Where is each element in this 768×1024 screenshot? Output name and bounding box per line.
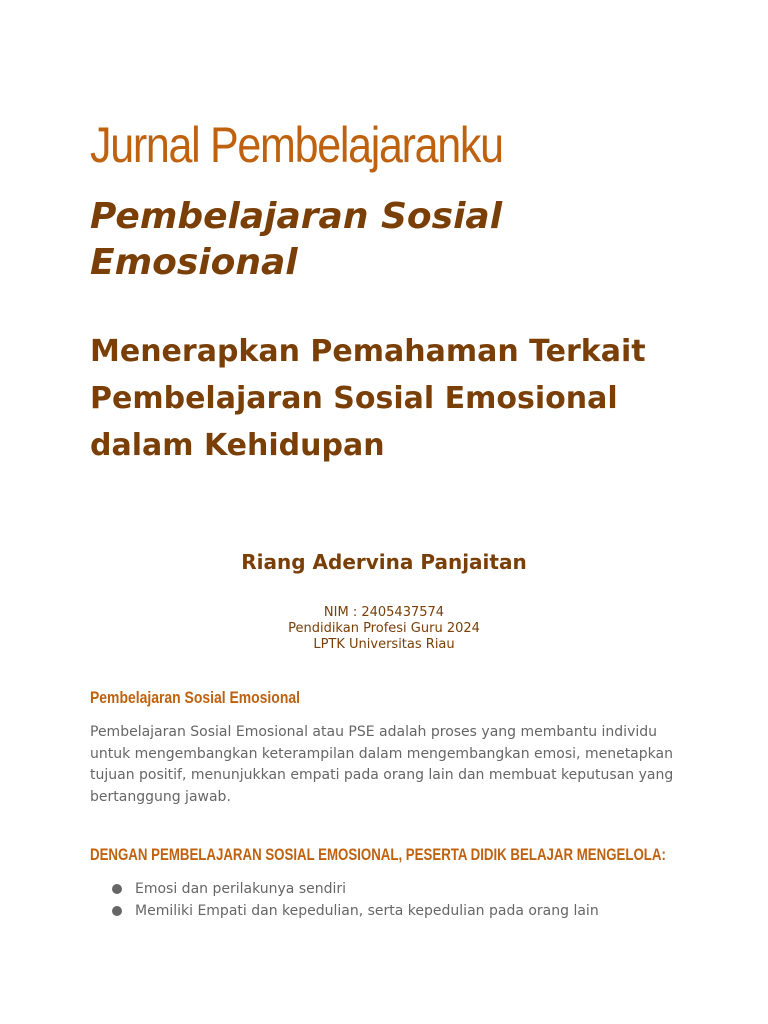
institution-line: LPTK Universitas Riau <box>313 637 455 652</box>
section-title-manage: DENGAN PEMBELAJARAN SOSIAL EMOSIONAL, PESERTA DIDIK BELAJAR MENGELOLA: <box>90 845 666 864</box>
document-title: Jurnal Pembelajaranku <box>90 117 503 173</box>
section-paragraph-pse: Pembelajaran Sosial Emosional atau PSE adalah proses yang membantu individu untuk mengembangkan keterampilan dalam mengembangkan emosi, menetapkan tujuan positif, menunjukkan empati pada orang lain dan membuat keputusan yang bertanggung jawab. <box>90 724 674 805</box>
bullet-icon <box>112 884 122 894</box>
nim-line: NIM : 2405437574 <box>323 605 445 620</box>
list-item-text: Emosi dan perilakunya sendiri <box>135 881 347 897</box>
section-title-pse: Pembelajaran Sosial Emosional <box>90 688 300 707</box>
document-heading: Menerapkan Pemahaman Terkait Pembelajaran Sosial Emosional dalam Kehidupan <box>90 334 646 463</box>
program-line: Pendidikan Profesi Guru 2024 <box>288 621 480 636</box>
manage-list <box>112 878 599 922</box>
author-meta <box>0 605 768 653</box>
author-name: Riang Adervina Panjaitan <box>241 550 527 574</box>
document-subtitle: Pembelajaran Sosial Emosional <box>90 196 503 283</box>
bullet-icon <box>112 906 122 916</box>
list-item <box>112 900 599 922</box>
list-item-text: Memiliki Empati dan kepedulian, serta kepedulian pada orang lain <box>135 903 599 919</box>
list-item <box>112 878 599 900</box>
